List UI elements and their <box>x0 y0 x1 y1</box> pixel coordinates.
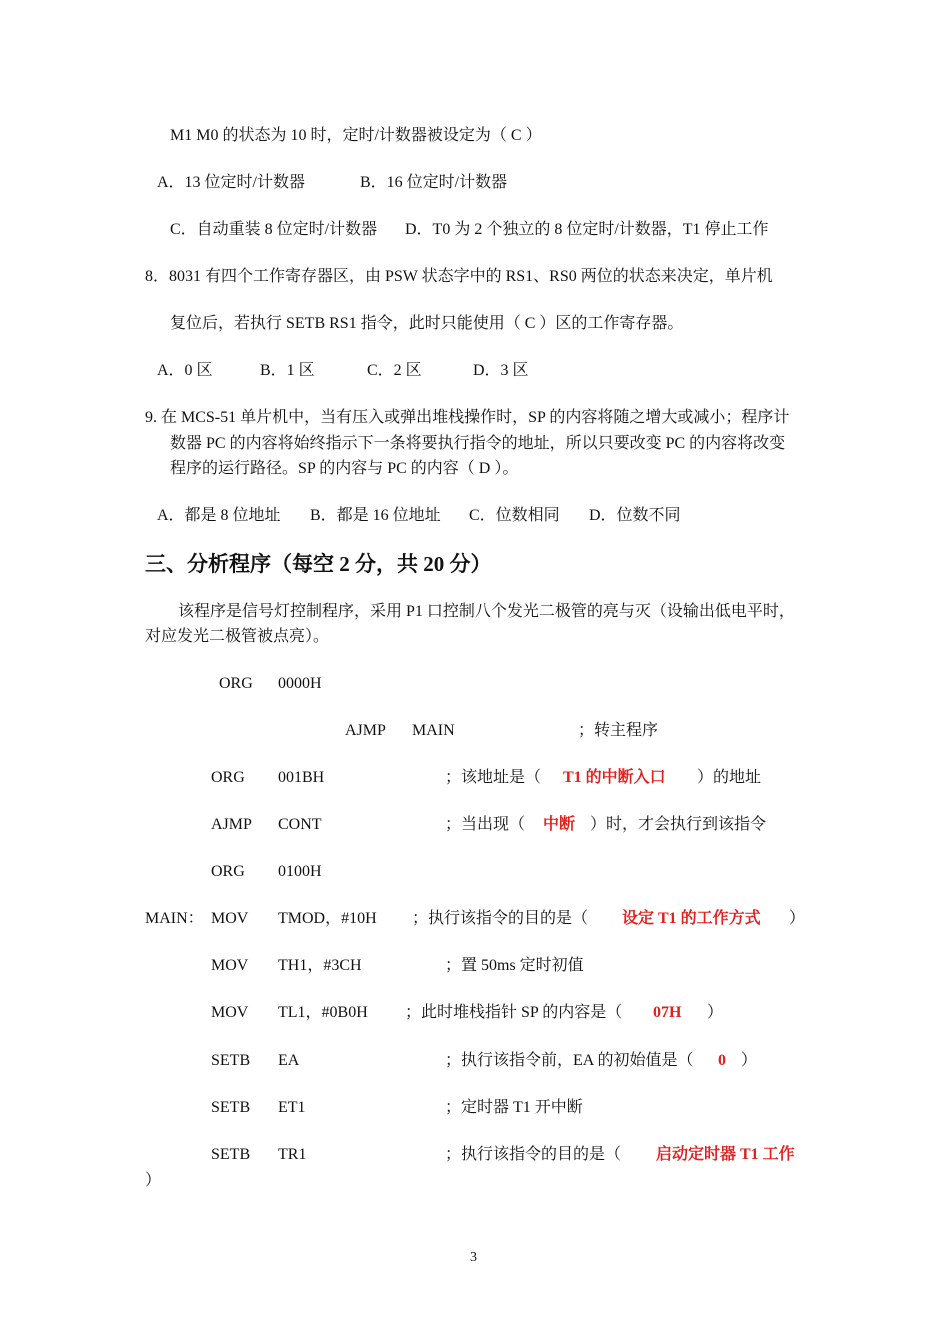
program-comment: ；转主程序 <box>578 722 659 739</box>
program-op: MOV <box>211 1004 249 1021</box>
program-comment: ；此时堆栈指针 SP 的内容是（ <box>405 1004 623 1021</box>
program-comment-tail: ）的地址 <box>697 769 762 786</box>
program-op: SETB <box>211 1052 251 1069</box>
q7-option-a: A．13 位定时/计数器 <box>157 174 306 191</box>
q9-line-2: 数器 PC 的内容将始终指示下一条将要执行指令的地址，所以只要改变 PC 的内容将改变 <box>170 435 786 452</box>
program-arg: TL1，#0B0H <box>278 1004 368 1021</box>
program-op: AJMP <box>211 816 252 833</box>
program-arg: MAIN <box>412 722 455 739</box>
q8-option-c: C．2 区 <box>367 362 422 379</box>
program-op: ORG <box>219 675 253 692</box>
intro-line-2: 对应发光二极管被点亮）。 <box>145 628 330 645</box>
q7-option-c: C．自动重装 8 位定时/计数器 <box>170 221 378 238</box>
page-number: 3 <box>470 1250 477 1265</box>
program-comment: ；置 50ms 定时初值 <box>445 957 584 974</box>
program-op: MOV <box>211 910 249 927</box>
program-op: MOV <box>211 957 249 974</box>
program-comment-tail: ） <box>145 1172 162 1189</box>
answer-blank: 07H <box>653 1004 682 1021</box>
q9-option-b: B．都是 16 位地址 <box>310 507 441 524</box>
program-op: ORG <box>211 769 245 786</box>
program-comment: ；执行该指令的目的是（ <box>445 1146 622 1163</box>
answer-blank: 中断 <box>543 816 576 833</box>
intro-line-1: 该程序是信号灯控制程序，采用 P1 口控制八个发光二极管的亮与灭（设输出低电平时， <box>178 603 795 620</box>
q7-stem: M1 M0 的状态为 10 时，定时/计数器被设定为（ C ） <box>170 127 542 144</box>
program-comment: ；执行该指令前，EA 的初始值是（ <box>445 1052 694 1069</box>
answer-blank: 启动定时器 T1 工作 <box>656 1146 795 1163</box>
q9-line-1: 9. 在 MCS-51 单片机中，当有压入或弹出堆栈操作时，SP 的内容将随之增大或减小；程序计 <box>145 409 790 426</box>
program-comment-tail: ）时，才会执行到该指令 <box>590 816 767 833</box>
program-comment: ；该地址是（ <box>445 769 542 786</box>
q7-option-b: B．16 位定时/计数器 <box>360 174 508 191</box>
program-comment: ；当出现（ <box>445 816 526 833</box>
q9-line-3: 程序的运行路径。SP 的内容与 PC 的内容（ D ）。 <box>170 460 519 477</box>
program-arg: TMOD，#10H <box>278 910 377 927</box>
answer-blank: T1 的中断入口 <box>563 769 666 786</box>
program-arg: CONT <box>278 816 322 833</box>
q8-line-1: 8．8031 有四个工作寄存器区，由 PSW 状态字中的 RS1、RS0 两位的状态来决定，单片机 <box>145 268 773 285</box>
program-comment-tail: ） <box>741 1052 758 1069</box>
program-op: AJMP <box>345 722 386 739</box>
program-arg: 0100H <box>278 863 322 880</box>
program-op: SETB <box>211 1099 251 1116</box>
program-label: MAIN： <box>145 910 204 927</box>
q9-option-a: A．都是 8 位地址 <box>157 507 281 524</box>
section-heading: 三、分析程序（每空 2 分，共 20 分） <box>145 552 492 576</box>
program-arg: 001BH <box>278 769 325 786</box>
q8-line-2: 复位后，若执行 SETB RS1 指令，此时只能使用（ C ）区的工作寄存器。 <box>170 315 684 332</box>
q8-option-a: A．0 区 <box>157 362 213 379</box>
program-comment-tail: ） <box>707 1004 724 1021</box>
program-arg: TH1，#3CH <box>278 957 362 974</box>
program-comment-tail: ） <box>789 910 806 927</box>
program-arg: ET1 <box>278 1099 306 1116</box>
program-comment: ；定时器 T1 开中断 <box>445 1099 583 1116</box>
program-arg: TR1 <box>278 1146 307 1163</box>
program-op: SETB <box>211 1146 251 1163</box>
answer-blank: 0 <box>718 1052 726 1069</box>
q7-option-d: D．T0 为 2 个独立的 8 位定时/计数器，T1 停止工作 <box>405 221 769 238</box>
answer-blank: 设定 T1 的工作方式 <box>622 910 761 927</box>
q9-option-c: C．位数相同 <box>469 507 560 524</box>
program-arg: 0000H <box>278 675 322 692</box>
q8-option-d: D．3 区 <box>473 362 529 379</box>
program-comment: ；执行该指令的目的是（ <box>412 910 589 927</box>
program-op: ORG <box>211 863 245 880</box>
q8-option-b: B．1 区 <box>260 362 315 379</box>
program-arg: EA <box>278 1052 300 1069</box>
q9-option-d: D．位数不同 <box>589 507 681 524</box>
